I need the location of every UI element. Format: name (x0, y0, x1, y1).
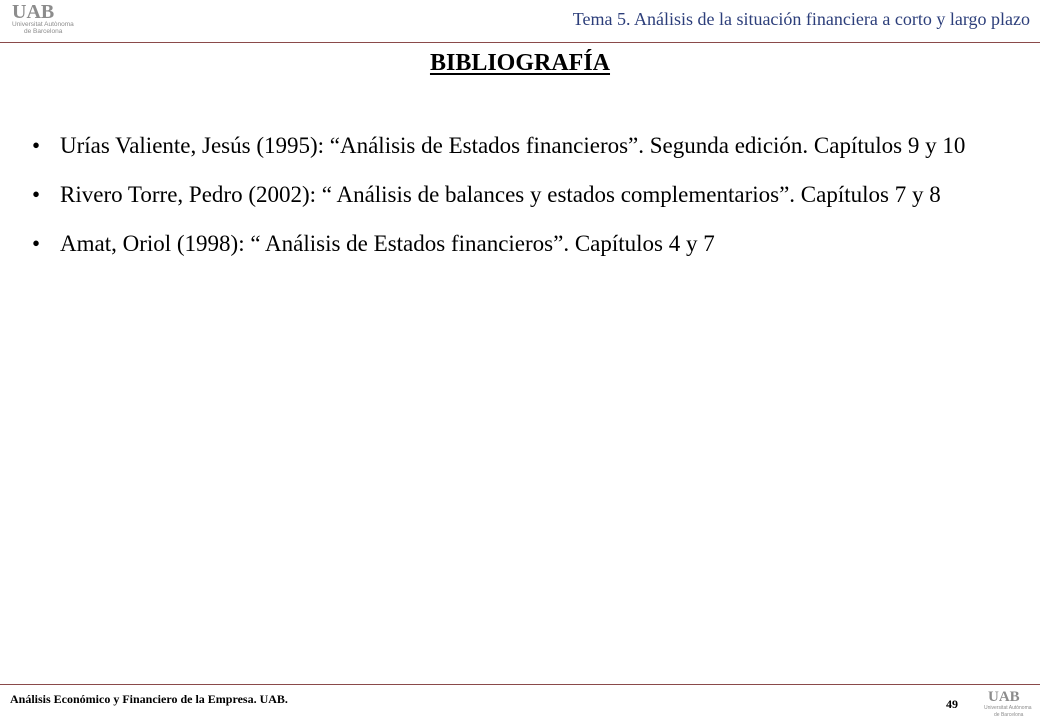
bibliography-item-text: Urías Valiente, Jesús (1995): “Análisis de Estados financieros”. Segunda edición. Capítulos 9 y 10 (60, 133, 966, 158)
bibliography-item (32, 175, 1005, 214)
uab-logo-top (8, 0, 88, 36)
uab-logo-bottom-mark: UAB (988, 689, 1020, 705)
uab-logo-bottom-subtext-1: Universitat Autònoma (984, 705, 1032, 711)
uab-logo-bottom-subtext-2: de Barcelona (994, 712, 1024, 718)
uab-logo-top-mark: UAB (12, 1, 55, 23)
bullet-icon: • (32, 133, 41, 158)
page-number: 49 (946, 697, 958, 711)
slide-header-title: Tema 5. Análisis de la situación financiera a corto y largo plazo (572, 9, 1030, 29)
header-divider (0, 42, 1040, 43)
bibliography-list (32, 126, 1005, 273)
bullet-icon: • (32, 182, 41, 207)
bibliography-item-text: Rivero Torre, Pedro (2002): “ Análisis de balances y estados complementarios”. Capítulos 7 y 8 (60, 182, 941, 207)
page-title (0, 50, 1040, 77)
footer-divider (0, 684, 1040, 685)
uab-logo-top-subtext-1: Universitat Autònoma (12, 21, 74, 28)
page-title-text: BIBLIOGRAFÍA (429, 50, 611, 76)
uab-logo-bottom (982, 686, 1038, 718)
bibliography-item (32, 126, 1005, 165)
bibliography-item-text: Amat, Oriol (1998): “ Análisis de Estados financieros”. Capítulos 4 y 7 (60, 231, 715, 256)
bibliography-item (32, 224, 1005, 263)
uab-logo-top-subtext-2: de Barcelona (24, 28, 63, 35)
bullet-icon: • (32, 231, 41, 256)
footer-course-title: Análisis Económico y Financiero de la Empresa. UAB. (10, 692, 288, 706)
